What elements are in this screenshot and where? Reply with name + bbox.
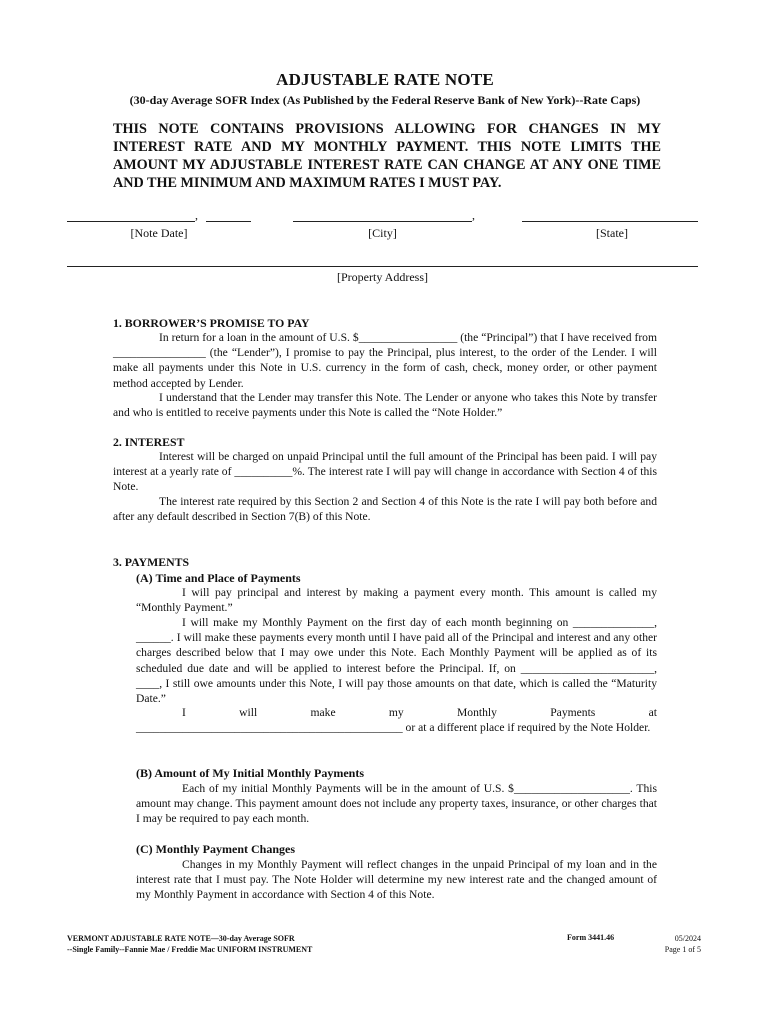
word: Payments	[550, 706, 596, 719]
section-1-paragraph-2: I understand that the Lender may transfer this Note. The Lender or anyone who takes this Note by transfer and who is entitled to receive payments under this Note is called the “Note Holder.”	[113, 391, 657, 420]
footer-line-1: VERMONT ADJUSTABLE RATE NOTE—30-day Average SOFR	[67, 934, 295, 943]
note-date-line	[67, 221, 195, 222]
footer-date: 05/2024	[674, 934, 701, 943]
section-2-paragraph-1: Interest will be charged on unpaid Principal until the full amount of the Principal has been paid. I will pay interest at a yearly rate of __________%. The interest rate I will pay will change in accordance with Section 4 of this Note.	[113, 450, 657, 494]
section-1-paragraph-1: In return for a loan in the amount of U.S. $_________________ (the “Principal”) that I have received from ________________ (the “Lender”), I promise to pay the Principal, plus interest, to the order of the Lender. I will make all payments under this Note in U.S. currency in the form of cash, check, money order, or other payment method accepted by Lender.	[113, 331, 657, 390]
word: at	[648, 706, 657, 719]
document-title: ADJUSTABLE RATE NOTE	[276, 70, 494, 89]
property-address-line	[67, 266, 698, 267]
section-2-paragraph-2: The interest rate required by this Section 2 and Section 4 of this Note is the rate I will pay both before and after any default described in Section 7(B) of this Note.	[113, 495, 657, 524]
document-subtitle: (30-day Average SOFR Index (As Published by the Federal Reserve Bank of New York)--Rate Caps)	[129, 93, 641, 107]
note-date-comma: ,	[195, 208, 198, 222]
state-label: [State]	[596, 226, 628, 240]
city-line	[293, 221, 472, 222]
footer-form-title	[67, 933, 312, 955]
warning-notice: THIS NOTE CONTAINS PROVISIONS ALLOWING FOR CHANGES IN MY INTEREST RATE AND MY MONTHLY PAYMENT. THIS NOTE LIMITS THE AMOUNT MY ADJUSTABLE INTEREST RATE CAN CHANGE AT ANY ONE TIME AND THE MINIMUM AND MAXIMUM RATES I MUST PAY.	[113, 121, 661, 191]
section-1-heading: 1. BORROWER’S PROMISE TO PAY	[113, 316, 310, 330]
section-3c-heading: (C) Monthly Payment Changes	[136, 842, 295, 856]
footer-line-2: --Single Family--Fannie Mae / Freddie Mac UNIFORM INSTRUMENT	[67, 945, 313, 954]
section-3-heading: 3. PAYMENTS	[113, 555, 190, 569]
section-3a-heading: (A) Time and Place of Payments	[136, 571, 301, 585]
word: make	[310, 706, 336, 719]
footer-date-page	[620, 933, 701, 955]
word: my	[388, 706, 404, 719]
section-3b-paragraph-1: Each of my initial Monthly Payments will be in the amount of U.S. $____________________. This amount may change. This payment amount does not include any property taxes, insurance, or other charges that I may be required to pay each month.	[136, 782, 657, 826]
property-address-label: [Property Address]	[337, 270, 428, 284]
section-2-heading: 2. INTEREST	[113, 435, 185, 449]
state-line	[522, 221, 698, 222]
section-3a-payment-place-line	[182, 705, 657, 720]
footer-form-number: Form 3441.46	[567, 933, 615, 942]
word: will	[239, 706, 258, 719]
section-3a-paragraph-2: I will make my Monthly Payment on the first day of each month beginning on ______________, ______. I will make these payments every month until I have paid all of the Principal and interest and any other charges described below that I may owe under this Note. Each Monthly Payment will be applied as of its scheduled due date and will be applied to interest before the Principal. If, on _______________________, ____, I still owe amounts under this Note, I will pay those amounts on that date, which is called the “Maturity Date.”	[136, 616, 657, 706]
section-3b-heading: (B) Amount of My Initial Monthly Payments	[136, 766, 364, 780]
city-comma: ,	[472, 208, 475, 222]
section-3c-paragraph-1: Changes in my Monthly Payment will reflect changes in the unpaid Principal of my loan and in the interest rate that I must pay. The Note Holder will determine my new interest rate and the changed amount of my Monthly Payment in accordance with Section 4 of this Note.	[136, 858, 657, 902]
city-label: [City]	[368, 226, 397, 240]
word: Monthly	[456, 706, 497, 719]
note-date-year-line	[206, 221, 251, 222]
section-3a-paragraph-3: ______________________________________________ or at a different place if required by the Note Holder.	[136, 721, 651, 734]
word: I	[182, 706, 186, 719]
section-3a-paragraph-1: I will pay principal and interest by making a payment every month. This amount is called my “Monthly Payment.”	[136, 586, 657, 615]
note-date-label: [Note Date]	[130, 226, 188, 240]
footer-page-number: Page 1 of 5	[664, 945, 701, 954]
